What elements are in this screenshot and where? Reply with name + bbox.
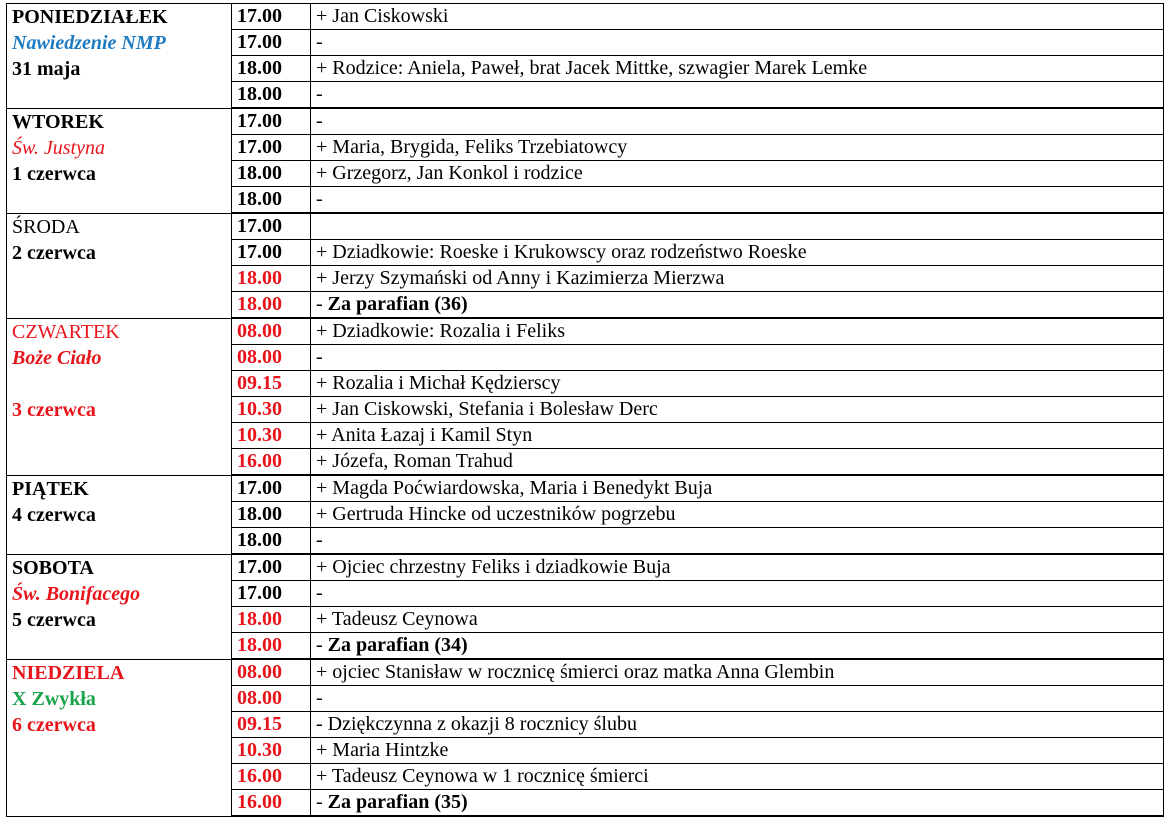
mass-time: 18.00	[232, 82, 311, 109]
mass-time: 18.00	[232, 161, 311, 187]
day-name: CZWARTEK	[12, 320, 120, 343]
mass-time: 08.00	[232, 318, 311, 345]
day-cell	[7, 554, 232, 659]
intention-text: + Jerzy Szymański od Anny i Kazimierza Mierzwa	[316, 267, 725, 289]
intention-text: -	[316, 293, 328, 315]
intention-text: + Gertruda Hincke od uczestników pogrzebu	[316, 503, 676, 525]
mass-time: 10.30	[232, 423, 311, 449]
mass-row	[7, 475, 1164, 502]
day-cell	[7, 318, 232, 475]
mass-time: 17.00	[232, 240, 311, 266]
mass-time: 18.00	[232, 502, 311, 528]
mass-intention	[311, 423, 1164, 449]
mass-time: 08.00	[232, 686, 311, 712]
mass-intention	[311, 502, 1164, 528]
day-label: 4 czerwca	[12, 503, 96, 526]
mass-intention	[311, 475, 1164, 502]
mass-intention	[311, 4, 1164, 30]
mass-intention	[311, 292, 1164, 319]
day-name: SOBOTA	[12, 556, 94, 579]
mass-time: 18.00	[232, 633, 311, 660]
mass-time: 18.00	[232, 607, 311, 633]
day-label: 3 czerwca	[12, 398, 96, 421]
intention-text: -	[316, 346, 323, 368]
mass-intention	[311, 581, 1164, 607]
day-label: 5 czerwca	[12, 608, 96, 631]
mass-row	[7, 108, 1164, 135]
mass-intention	[311, 266, 1164, 292]
mass-schedule-table	[6, 3, 1164, 817]
mass-row	[7, 4, 1164, 30]
mass-intention	[311, 371, 1164, 397]
mass-row	[7, 318, 1164, 345]
intention-text: + Jan Ciskowski, Stefania i Bolesław Derc	[316, 398, 658, 420]
mass-intention	[311, 161, 1164, 187]
day-label	[12, 371, 231, 397]
mass-intention	[311, 738, 1164, 764]
mass-time: 18.00	[232, 56, 311, 82]
mass-intention	[311, 30, 1164, 56]
mass-time: 09.15	[232, 712, 311, 738]
mass-time: 16.00	[232, 449, 311, 476]
mass-time: 17.00	[232, 475, 311, 502]
mass-intention	[311, 449, 1164, 476]
mass-intention	[311, 135, 1164, 161]
mass-time: 17.00	[232, 554, 311, 581]
intention-text: - Dziękczynna z okazji 8 rocznicy ślubu	[316, 713, 637, 735]
intention-text: -	[316, 634, 328, 656]
mass-time: 17.00	[232, 30, 311, 56]
mass-time: 10.30	[232, 397, 311, 423]
intention-text: -	[316, 687, 323, 709]
intention-text: + Dziadkowie: Rozalia i Feliks	[316, 320, 566, 342]
intention-text: -	[316, 188, 323, 210]
mass-time: 18.00	[232, 292, 311, 319]
mass-intention	[311, 82, 1164, 109]
intention-text: -	[316, 83, 323, 105]
mass-intention	[311, 686, 1164, 712]
intention-text: + Tadeusz Ceynowa w 1 rocznicę śmierci	[316, 765, 649, 787]
intention-text: + Jan Ciskowski	[316, 5, 449, 27]
mass-time: 16.00	[232, 790, 311, 817]
intention-text: + Grzegorz, Jan Konkol i rodzice	[316, 162, 583, 184]
mass-intention	[311, 790, 1164, 817]
mass-row	[7, 213, 1164, 240]
mass-time: 18.00	[232, 187, 311, 214]
mass-time: 08.00	[232, 659, 311, 686]
mass-intention	[311, 108, 1164, 135]
day-cell	[7, 213, 232, 318]
intention-text: + Magda Poćwiardowska, Maria i Benedykt Buja	[316, 477, 713, 499]
mass-time: 17.00	[232, 135, 311, 161]
day-name: PIĄTEK	[12, 477, 89, 500]
mass-time: 17.00	[232, 4, 311, 30]
intention-text: -	[316, 582, 323, 604]
day-name: PONIEDZIAŁEK	[12, 6, 168, 28]
mass-intention	[311, 345, 1164, 371]
mass-time: 17.00	[232, 213, 311, 240]
day-cell	[7, 475, 232, 554]
mass-intention	[311, 633, 1164, 660]
day-cell	[7, 108, 232, 213]
intention-text: -	[316, 791, 328, 813]
intention-bold-text: Za parafian (36)	[327, 293, 468, 315]
intention-text: + Tadeusz Ceynowa	[316, 608, 478, 630]
day-label: X Zwykła	[12, 687, 96, 710]
day-name: NIEDZIELA	[12, 661, 125, 684]
day-cell	[7, 4, 232, 109]
mass-intention	[311, 56, 1164, 82]
intention-text: + Maria, Brygida, Feliks Trzebiatowcy	[316, 136, 628, 158]
mass-row	[7, 554, 1164, 581]
intention-text: + Anita Łazaj i Kamil Styn	[316, 424, 533, 446]
mass-time: 18.00	[232, 528, 311, 555]
mass-intention	[311, 213, 1164, 240]
intention-text: -	[316, 529, 323, 551]
day-name: ŚRODA	[12, 215, 80, 238]
mass-intention	[311, 659, 1164, 686]
intention-text: + Ojciec chrzestny Feliks i dziadkowie Buja	[316, 556, 671, 578]
intention-text: + Józefa, Roman Trahud	[316, 450, 513, 472]
mass-intention	[311, 607, 1164, 633]
day-label: 6 czerwca	[12, 713, 96, 736]
mass-time: 18.00	[232, 266, 311, 292]
day-label: Boże Ciało	[12, 346, 102, 369]
intention-bold-text: Za parafian (35)	[327, 791, 468, 813]
day-cell	[7, 659, 232, 816]
day-label: Nawiedzenie NMP	[12, 32, 166, 54]
mass-intention	[311, 528, 1164, 555]
intention-text: -	[316, 110, 323, 132]
mass-time: 09.15	[232, 371, 311, 397]
day-name: WTOREK	[12, 110, 104, 133]
day-label: 2 czerwca	[12, 241, 96, 264]
mass-time: 16.00	[232, 764, 311, 790]
mass-time: 17.00	[232, 108, 311, 135]
intention-text: + ojciec Stanisław w rocznicę śmierci oraz matka Anna Glembin	[316, 661, 835, 683]
mass-row	[7, 659, 1164, 686]
intention-text: + Maria Hintzke	[316, 739, 449, 761]
mass-intention	[311, 554, 1164, 581]
intention-text: + Dziadkowie: Roeske i Krukowscy oraz rodzeństwo Roeske	[316, 241, 807, 263]
mass-intention	[311, 397, 1164, 423]
intention-text: + Rodzice: Aniela, Paweł, brat Jacek Mittke, szwagier Marek Lemke	[316, 57, 868, 79]
intention-bold-text: Za parafian (34)	[327, 634, 468, 656]
mass-intention	[311, 318, 1164, 345]
day-label: Św. Bonifacego	[12, 582, 141, 605]
mass-time: 17.00	[232, 581, 311, 607]
day-label: Św. Justyna	[12, 136, 105, 159]
intention-text: -	[316, 31, 323, 53]
intention-text: + Rozalia i Michał Kędzierscy	[316, 372, 561, 394]
mass-intention	[311, 764, 1164, 790]
mass-intention	[311, 240, 1164, 266]
day-label: 1 czerwca	[12, 162, 96, 185]
mass-schedule-body	[7, 4, 1164, 817]
day-label: 31 maja	[12, 58, 81, 80]
mass-intention	[311, 712, 1164, 738]
mass-time: 10.30	[232, 738, 311, 764]
mass-time: 08.00	[232, 345, 311, 371]
mass-intention	[311, 187, 1164, 214]
